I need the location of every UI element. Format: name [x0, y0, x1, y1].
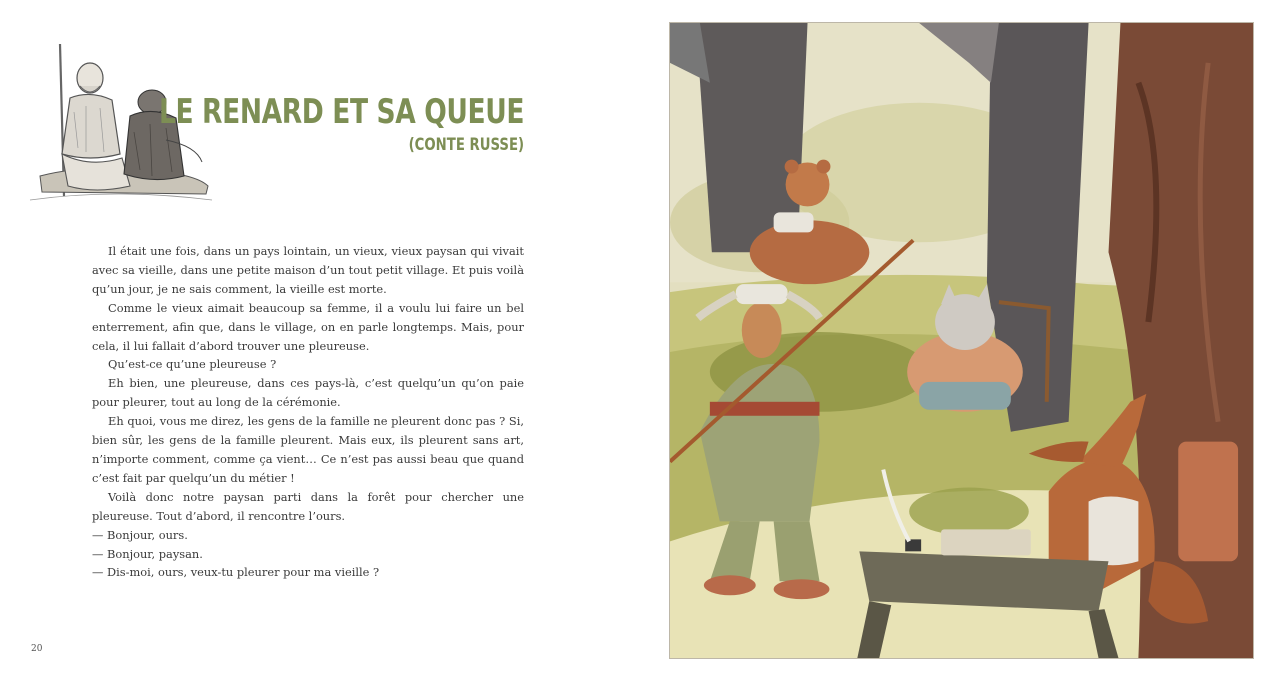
paragraph: Qu’est-ce qu’une pleureuse ? — [108, 357, 277, 372]
paragraph: Voilà donc notre paysan parti dans la forêt pour chercher une pleureuse. Tout d’abord, il rencontre l’ours. — [92, 489, 524, 523]
paragraph: Comme le vieux aimait beaucoup sa femme, il a voulu lui faire un bel enterrement, afin que, dans le village, on en parle longtemps. Mais, pour cela, il lui fallait d’abord trouver une pleureuse. — [92, 300, 524, 353]
title-block — [56, 92, 524, 156]
page-number: 20 — [31, 644, 43, 654]
forest-illustration — [669, 22, 1254, 659]
dialogue-line: — Dis-moi, ours, veux-tu pleurer pour ma vieille ? — [92, 565, 380, 580]
story-subtitle: (CONTE RUSSE) — [408, 135, 524, 155]
paragraph: Eh bien, une pleureuse, dans ces pays-là, c’est quelqu’un qu’on paie pour pleurer, tout au long de la cérémonie. — [92, 376, 524, 410]
paragraph: Eh quoi, vous me direz, les gens de la famille ne pleurent donc pas ? Si, bien sûr, les gens de la famille pleurent. Mais eux, ils pleurent sans art, n’importe comment, comme ça vient… Ce n’est pas aussi beau que quand c’est fait par quelqu’un du métier ! — [92, 414, 524, 485]
paragraph: Il était une fois, dans un pays lointain, un vieux, vieux paysan qui vivait avec sa vieille, dans une petite maison d’un tout petit village. Et puis voilà qu’un jour, je ne sais comment, la vieille est morte. — [92, 244, 524, 296]
dialogue-line: — Bonjour, paysan. — [92, 546, 203, 561]
illustration-svg — [670, 23, 1253, 658]
story-title: LE RENARD ET SA QUEUE — [158, 92, 524, 132]
story-body — [92, 242, 524, 582]
right-page — [640, 0, 1276, 680]
dialogue-line: — Bonjour, ours. — [92, 527, 188, 542]
